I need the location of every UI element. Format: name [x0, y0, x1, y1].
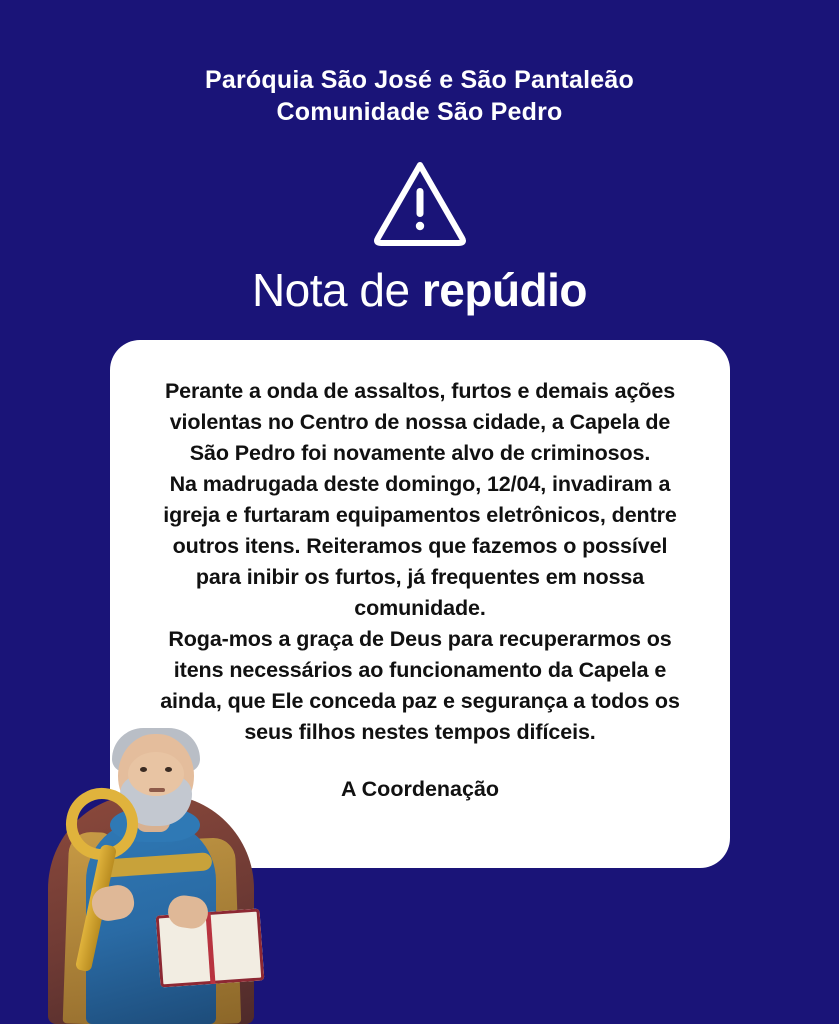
warning-triangle-icon: [372, 158, 468, 248]
statement-paragraph: Na madrugada deste domingo, 12/04, invadiram a igreja e furtaram equipamentos eletrônicos, dentre outros itens. Reiteramos que fazemos o possível para inibir os furtos, já frequentes em nossa comunidade.: [163, 472, 677, 620]
page-title: [0, 262, 839, 318]
page-title-strong: repúdio: [421, 264, 588, 316]
parish-name-line-2: Comunidade São Pedro: [276, 98, 563, 126]
signature: A Coordenação: [340, 777, 500, 801]
statement-paragraph: Perante a onda de assaltos, furtos e demais ações violentas no Centro de nossa cidade, a Capela de São Pedro foi novamente alvo de criminosos.: [164, 379, 676, 465]
page-title-light: Nota de: [251, 264, 422, 316]
parish-name-line-1: Paróquia São José e São Pantaleão: [205, 66, 634, 94]
statement-body: [154, 376, 686, 748]
saint-peter-statue-image: [40, 724, 270, 1024]
statement-paragraph: Roga-mos a graça de Deus para recuperarmos os itens necessários ao funcionamento da Capela e ainda, que Ele conceda paz e segurança a todos os seus filhos nestes tempos difíceis.: [160, 627, 680, 744]
parish-header: [0, 64, 839, 128]
